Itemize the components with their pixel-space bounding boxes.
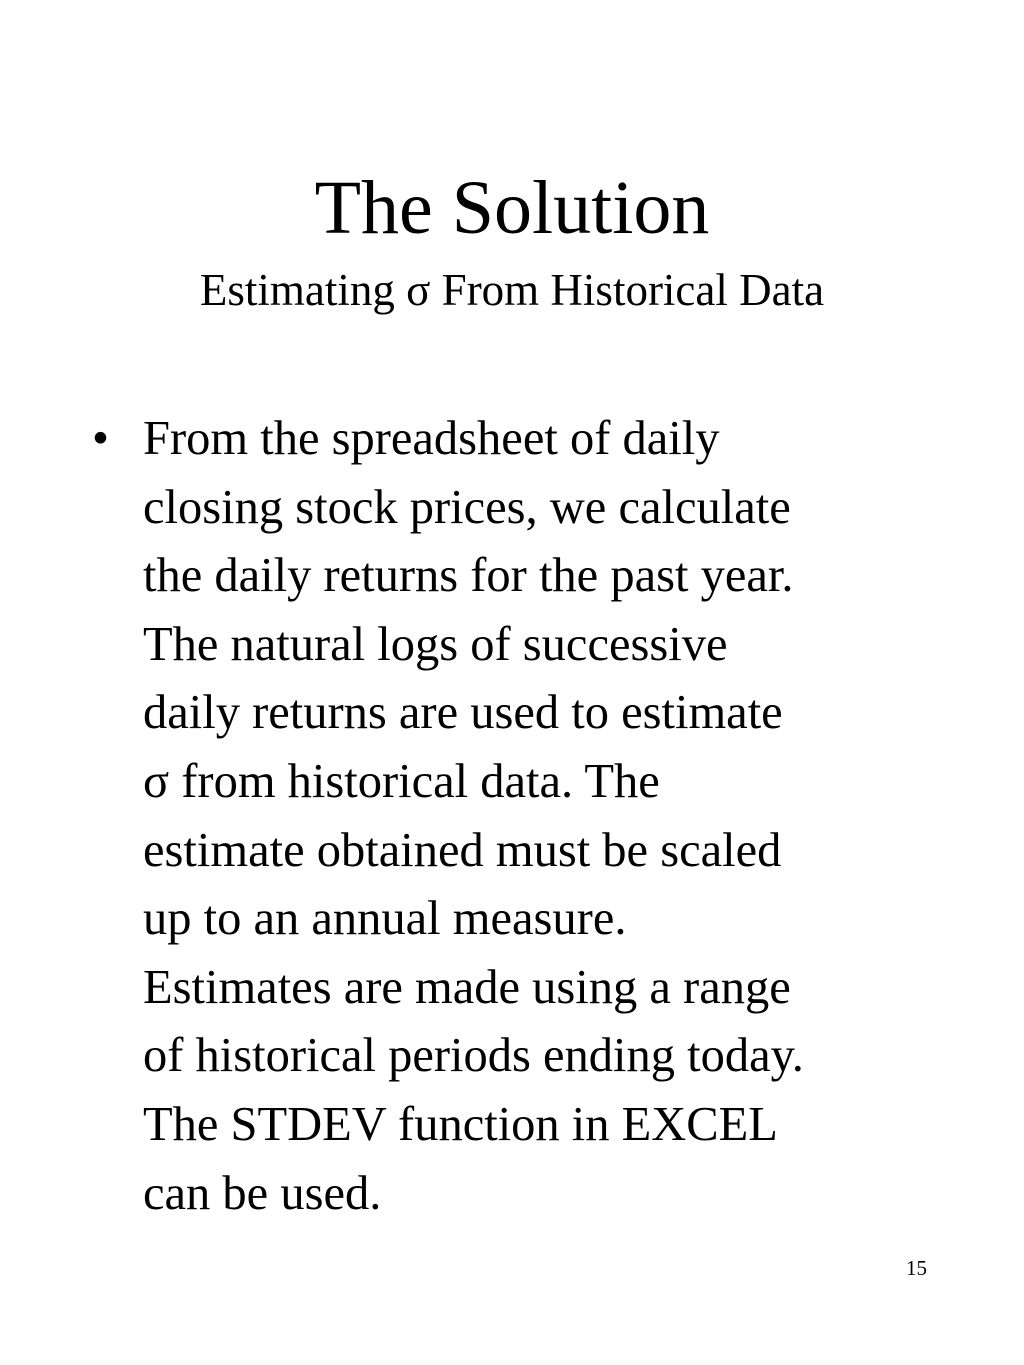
page-number: 15	[906, 1256, 927, 1280]
bullet-text-line: can be used.	[143, 1166, 382, 1220]
bullet-text-line: estimate obtained must be scaled	[143, 823, 782, 877]
bullet-text-line: Estimates are made using a range	[143, 960, 791, 1014]
bullet-text-line: the daily returns for the past year.	[143, 549, 794, 603]
bullet-text-line: of historical periods ending today.	[143, 1029, 804, 1083]
bullet-text-line: daily returns are used to estimate	[143, 686, 783, 740]
slide-title: The Solution	[314, 166, 710, 250]
bullet-item	[92, 405, 942, 1228]
bullet-text-line: The natural logs of successive	[143, 617, 728, 671]
bullet-text-line: From the spreadsheet of daily	[143, 412, 720, 465]
bullet-icon: •	[92, 412, 109, 465]
bullet-text-line: σ from historical data. The	[143, 754, 660, 808]
bullet-text-line: up to an annual measure.	[143, 892, 627, 946]
bullet-list	[92, 405, 942, 1228]
bullet-text-line: closing stock prices, we calculate	[143, 480, 791, 534]
slide-subtitle: Estimating σ From Historical Data	[199, 265, 825, 315]
bullet-text-line: The STDEV function in EXCEL	[143, 1097, 778, 1151]
